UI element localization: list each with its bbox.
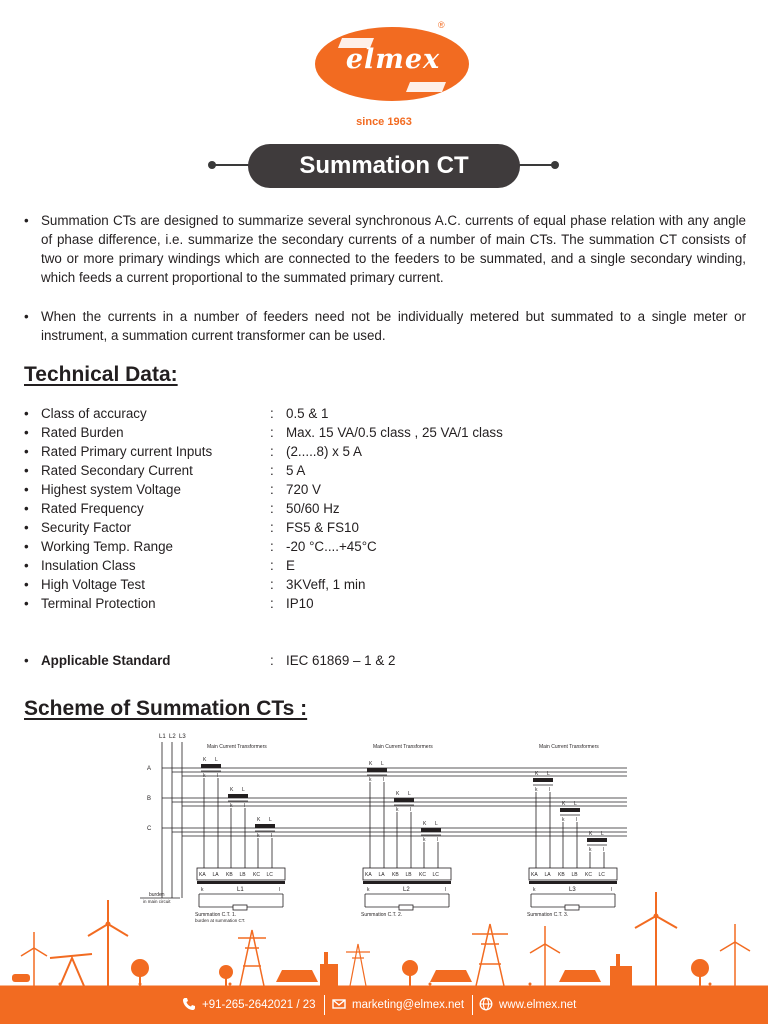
terminal-k: k: [535, 787, 538, 793]
terminal-k: k: [230, 803, 233, 809]
standard-label: Applicable Standard: [41, 653, 171, 668]
terminal-k: k: [396, 807, 399, 813]
terminal-k: k: [423, 837, 426, 843]
terminal-L: L: [435, 821, 438, 827]
summation-output-label: L3: [569, 887, 576, 893]
spec-label: Insulation Class: [41, 558, 136, 573]
spec-label: Working Temp. Range: [41, 539, 173, 554]
spec-label: Class of accuracy: [41, 406, 147, 421]
terminal-L: L: [601, 831, 604, 837]
ct-core: [228, 794, 248, 798]
spec-value: 3KVeff, 1 min: [286, 577, 366, 592]
scheme-heading: Scheme of Summation CTs :: [24, 697, 308, 720]
summation-terminal: KA: [199, 872, 206, 878]
spec-label: Highest system Voltage: [41, 482, 181, 497]
terminal-k: k: [562, 817, 565, 823]
spec-label: High Voltage Test: [41, 577, 145, 592]
summation-output-label: L2: [403, 887, 410, 893]
terminal-l: l: [271, 833, 273, 839]
website-url: www.elmex.net: [499, 999, 577, 1011]
terminal-l: l: [217, 773, 219, 779]
ct-core: [367, 768, 387, 772]
terminal-L: L: [269, 817, 272, 823]
spec-label: Rated Frequency: [41, 501, 144, 516]
terminal-L: L: [574, 801, 577, 807]
terminal-L: L: [215, 757, 218, 763]
spec-value: 5 A: [286, 463, 306, 478]
terminal-K: K: [396, 791, 400, 797]
solar-panel-icon: [430, 970, 472, 982]
terminal-L: L: [242, 787, 245, 793]
ct-core: [201, 764, 221, 768]
logo-wordmark: elmex: [345, 44, 441, 75]
spec-row: • Insulation Class : E: [24, 558, 295, 573]
summation-terminal: LB: [239, 872, 246, 878]
oil-pump-icon: [50, 954, 92, 986]
burden-label: burden: [149, 892, 165, 898]
standard-value: IEC 61869 – 1 & 2: [286, 653, 396, 668]
ct-core: [587, 838, 607, 842]
summation-terminal: LB: [405, 872, 412, 878]
title-dot-right: [551, 161, 559, 169]
summation-ct-core: [197, 881, 285, 884]
technical-data-heading: Technical Data:: [24, 363, 178, 386]
spec-value: (2.....8) x 5 A: [286, 444, 362, 459]
spec-row: • Terminal Protection : IP10: [24, 596, 314, 611]
logo-tagline: since 1963: [356, 116, 412, 128]
ct-core: [533, 778, 553, 782]
spec-label: Terminal Protection: [41, 596, 156, 611]
phone-icon: [182, 997, 196, 1011]
group-title: Main Current Transformers: [373, 744, 433, 750]
bullet: •: [24, 213, 29, 228]
burden-sub-label: in main circuit: [143, 899, 171, 904]
burden-summation-label: burden at summation CT.: [195, 918, 246, 923]
spec-label: Rated Burden: [41, 425, 124, 440]
summation-terminal: LB: [571, 872, 578, 878]
terminal-L: L: [381, 761, 384, 767]
summation-terminal: KB: [226, 872, 233, 878]
spec-row: • Rated Primary current Inputs : (2.....8) x 5 A: [24, 444, 362, 459]
terminal-K: K: [257, 817, 261, 823]
tree-icon: [402, 960, 418, 986]
terminal-l: l: [244, 803, 246, 809]
tree-icon: [691, 959, 709, 986]
terminal-K: K: [230, 787, 234, 793]
spec-row: • Rated Frequency : 50/60 Hz: [24, 501, 340, 516]
transmission-tower-icon: [346, 944, 370, 986]
factory-icon: [320, 952, 338, 986]
terminal-l: l: [576, 817, 578, 823]
terminal-K: K: [203, 757, 207, 763]
summation-terminal: KA: [365, 872, 372, 878]
terminal-k: k: [203, 773, 206, 779]
phase-label: B: [147, 796, 152, 802]
ct-core: [394, 798, 414, 802]
summation-terminal: KC: [419, 872, 426, 878]
terminal-K: K: [535, 771, 539, 777]
intro-text-1: Summation CTs are designed to summarize several synchronous A.C. currents of equal phase relation with any angle of phase difference, i.e. summarize the secondary currents of a number of main CTs. The summation CT consists of two or more primary windings which are connected to the feeders to be summated, and a single secondary winding, which feeds a current proportional to the summated primary current.: [41, 213, 746, 285]
spec-value: 720 V: [286, 482, 321, 497]
spec-value: IP10: [286, 596, 314, 611]
solar-panel-icon: [276, 970, 318, 982]
summation-ct-core: [363, 881, 451, 884]
summation-terminal: KC: [585, 872, 592, 878]
summation-terminal: LC: [432, 872, 439, 878]
spec-row: • Working Temp. Range : -20 °C....+45°C: [24, 539, 377, 554]
wind-turbine-icon: [88, 900, 128, 986]
spec-value: Max. 15 VA/0.5 class , 25 VA/1 class: [286, 425, 503, 440]
terminal-l: l: [410, 807, 412, 813]
energy-skyline-illustration: [0, 888, 768, 988]
group-title: Main Current Transformers: [539, 744, 599, 750]
terminal-l: l: [603, 847, 605, 853]
car-icon: [12, 974, 30, 982]
wind-turbine-icon: [635, 892, 677, 986]
terminal-k: k: [369, 777, 372, 783]
summation-terminal: LA: [378, 872, 385, 878]
spec-row: • High Voltage Test : 3KVeff, 1 min: [24, 577, 366, 592]
applicable-standard: • Applicable Standard : IEC 61869 – 1 & 2: [24, 653, 396, 668]
spec-value: -20 °C....+45°C: [286, 539, 377, 554]
phone-number: +91-265-2642021 / 23: [202, 999, 316, 1011]
line-label: L3: [179, 734, 186, 740]
terminal-L: L: [547, 771, 550, 777]
spec-row: • Class of accuracy : 0.5 & 1: [24, 406, 329, 421]
spec-value: E: [286, 558, 295, 573]
terminal-l: l: [549, 787, 551, 793]
terminal-K: K: [562, 801, 566, 807]
spec-row: • Security Factor : FS5 & FS10: [24, 520, 359, 535]
summation-terminal: LC: [266, 872, 273, 878]
summation-terminal: KB: [558, 872, 565, 878]
terminal-k: k: [589, 847, 592, 853]
summation-terminal: LC: [598, 872, 605, 878]
terminal-K: K: [423, 821, 427, 827]
summation-ct-core: [529, 881, 617, 884]
terminal-l: l: [611, 887, 613, 893]
wind-turbine-icon: [720, 924, 750, 986]
registered-mark: ®: [438, 20, 445, 30]
summation-terminal: KB: [392, 872, 399, 878]
page-title: Summation CT: [248, 144, 520, 188]
spec-row: • Rated Burden : Max. 15 VA/0.5 class , 25 VA/1 class: [24, 425, 503, 440]
ct-core: [255, 824, 275, 828]
solar-panel-icon: [559, 970, 601, 982]
terminal-K: K: [369, 761, 373, 767]
ct-core: [560, 808, 580, 812]
terminal-l: l: [445, 887, 447, 893]
terminal-k: k: [367, 887, 370, 893]
spec-value: 50/60 Hz: [286, 501, 340, 516]
summation-terminal: LA: [544, 872, 551, 878]
terminal-k: k: [257, 833, 260, 839]
spec-label: Security Factor: [41, 520, 132, 535]
terminal-l: l: [437, 837, 439, 843]
transmission-tower-icon: [238, 930, 266, 986]
transmission-tower-icon: [472, 924, 508, 986]
intro-paragraph-2: [24, 307, 746, 345]
footer-email[interactable]: [332, 996, 464, 1014]
spec-row: • Highest system Voltage : 720 V: [24, 482, 321, 497]
spec-label: Rated Primary current Inputs: [41, 444, 213, 459]
summation-terminal: LA: [212, 872, 219, 878]
email-address: marketing@elmex.net: [352, 999, 465, 1011]
footer-website[interactable]: [479, 996, 576, 1014]
summation-caption: Summation C.T. 2.: [361, 912, 403, 918]
wind-turbine-icon: [530, 926, 560, 986]
terminal-k: k: [201, 887, 204, 893]
line-label: L1: [159, 734, 166, 740]
terminal-L: L: [408, 791, 411, 797]
mail-icon: [332, 997, 346, 1011]
intro-paragraph-1: [24, 211, 746, 287]
summation-caption: Summation C.T. 3.: [527, 912, 569, 918]
bullet: •: [24, 309, 29, 324]
spec-value: FS5 & FS10: [286, 520, 359, 535]
footer-separator: [324, 995, 325, 1015]
footer-separator: [472, 995, 473, 1015]
summation-output-label: L1: [237, 887, 244, 893]
intro-text-2: When the currents in a number of feeders need not be individually metered but summated to a single meter or instrument, a summation current transformer can be used.: [41, 309, 746, 343]
footer-phone[interactable]: [182, 996, 316, 1014]
globe-icon: [479, 997, 493, 1011]
terminal-l: l: [279, 887, 281, 893]
terminal-K: K: [589, 831, 593, 837]
technical-data-list: [24, 404, 544, 613]
phase-label: C: [147, 826, 152, 832]
ct-core: [421, 828, 441, 832]
spec-value: 0.5 & 1: [286, 406, 329, 421]
terminal-k: k: [533, 887, 536, 893]
group-title: Main Current Transformers: [207, 744, 267, 750]
tree-icon: [131, 959, 149, 986]
spec-label: Rated Secondary Current: [41, 463, 193, 478]
summation-caption: Summation C.T. 1.: [195, 912, 237, 918]
line-label: L2: [169, 734, 176, 740]
summation-terminal: KA: [531, 872, 538, 878]
factory-icon: [610, 954, 632, 986]
summation-terminal: KC: [253, 872, 260, 878]
phase-label: A: [147, 766, 152, 772]
spec-row: • Rated Secondary Current : 5 A: [24, 463, 306, 478]
terminal-l: l: [383, 777, 385, 783]
title-dot-left: [208, 161, 216, 169]
